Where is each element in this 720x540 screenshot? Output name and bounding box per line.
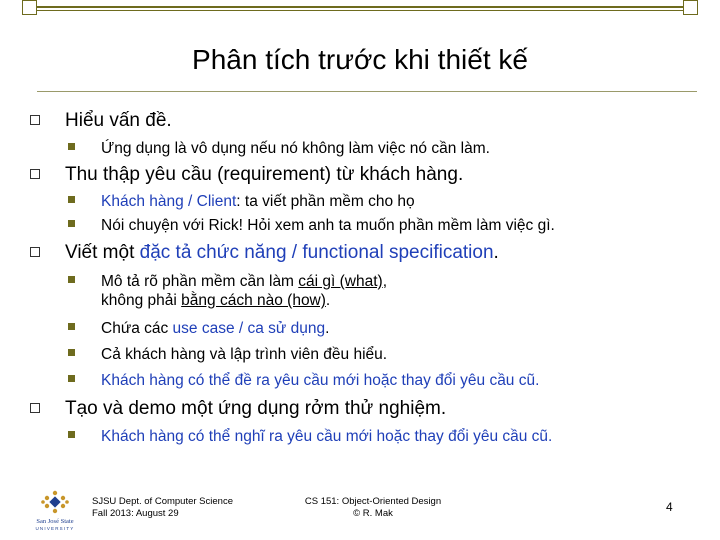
corner-box-right — [683, 0, 698, 15]
square-bullet-icon — [68, 220, 75, 227]
square-bullet-icon — [68, 196, 75, 203]
square-bullet-icon — [68, 349, 75, 356]
square-bullet-icon — [68, 143, 75, 150]
svg-text:San José State: San José State — [36, 518, 74, 525]
slide-title: Phân tích trước khi thiết kế — [192, 44, 528, 75]
svg-text:UNIVERSITY: UNIVERSITY — [35, 526, 75, 531]
footer-course-info: SJSU Dept. of Computer Science Fall 2013: August 29 — [92, 496, 233, 519]
square-bullet-icon — [68, 323, 75, 330]
footer-course-title: CS 151: Object-Oriented Design © R. Mak — [304, 496, 442, 519]
square-bullet-icon — [68, 276, 75, 283]
square-bullet-icon — [30, 247, 40, 257]
page-number: 4 — [666, 500, 673, 514]
square-bullet-icon — [68, 375, 75, 382]
square-bullet-icon — [30, 403, 40, 413]
functional-spec-term: đặc tả chức năng / functional specification — [139, 242, 494, 263]
top-rule — [37, 6, 683, 8]
sjsu-logo — [31, 488, 79, 532]
square-bullet-icon — [30, 115, 40, 125]
top-rule-thin — [37, 10, 683, 11]
client-term: Khách hàng / Client — [101, 193, 237, 210]
use-case-term: use case / ca sử dụng — [172, 320, 326, 337]
title-divider — [37, 91, 697, 92]
corner-box-left — [22, 0, 37, 15]
square-bullet-icon — [30, 169, 40, 179]
square-bullet-icon — [68, 431, 75, 438]
